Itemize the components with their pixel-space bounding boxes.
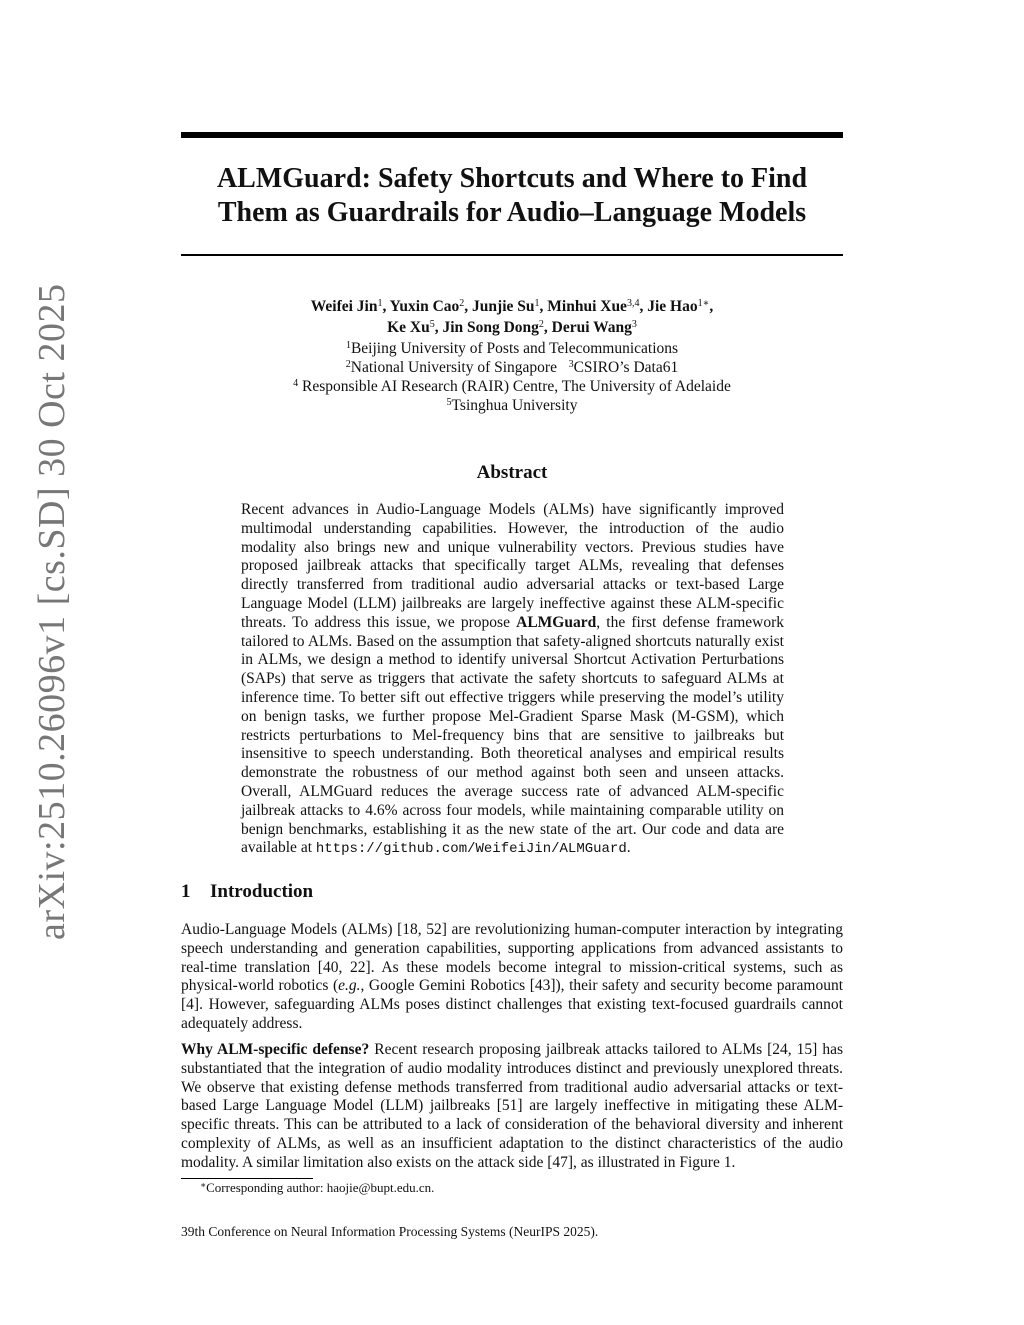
- title-top-rule: [181, 132, 843, 138]
- abstract-heading: Abstract: [476, 462, 548, 483]
- affil-name: Tsinghua University: [451, 397, 578, 414]
- affil-mark: 3: [568, 359, 574, 370]
- author-affil-mark: 1: [377, 298, 383, 309]
- section-number: 1: [181, 881, 191, 902]
- affil-mark: 4: [293, 378, 299, 389]
- affil-name: Responsible AI Research (RAIR) Centre, The University of Adelaide: [298, 378, 731, 395]
- author-sep: ,: [434, 319, 443, 336]
- author-line-2: [181, 317, 843, 338]
- author-list: [181, 296, 843, 338]
- code-link[interactable]: https://github.com/WeifeiJin/ALMGuard: [315, 841, 627, 858]
- author-affil-mark: 3,4: [626, 298, 640, 309]
- author-line-1: [181, 296, 843, 317]
- author-affil-mark: 2: [459, 298, 465, 309]
- author-affil-mark: 5: [429, 319, 435, 330]
- abstract-end: .: [626, 839, 631, 857]
- arxiv-identifier: arXiv:2510.26096v1 [cs.SD] 30 Oct 2025: [31, 283, 73, 940]
- paragraph-text: , Google Gemini Robotics [43]), their safety and security become paramount [4]. However, safeguarding ALMs poses distinct challenges that existing text-focused guardrails cannot adequately address.: [181, 977, 844, 1032]
- abstract-text: Recent advances in Audio-Language Models (ALMs) have significantly improved multimodal understanding capabilities. However, the introduction of the audio modality also brings new and unique vulnerability vectors. Previous studies have proposed jailbreak attacks that specifically target ALMs, revealing that defenses directly transferred from traditional audio adversarial attacks or text-based Large Language Model (LLM) jailbreaks are largely ineffective against these ALM-specific threats. To address this issue, we propose: [241, 501, 784, 631]
- intro-paragraph-2: [181, 1041, 843, 1173]
- affil-mark: 5: [446, 397, 452, 408]
- affil-mark: 1: [345, 340, 351, 351]
- author-affil-mark: 1∗: [697, 298, 710, 309]
- affil-name: CSIRO’s Data61: [573, 359, 679, 376]
- author-name: Junjie Su: [472, 298, 535, 315]
- author-sep: ,: [539, 298, 548, 315]
- paragraph-text: Audio-Language Models (ALMs) [18, 52] are revolutionizing human-computer interaction by integrating speech understanding and generation capabilities, supporting applications from advanced assistants to real-time translation [40, 22]. As these models become integral to mission-critical systems, such as physical-world robotics (: [181, 921, 843, 995]
- affiliation-2-3: [181, 358, 843, 377]
- author-name: Weifei Jin: [310, 298, 378, 315]
- author-sep: ,: [639, 298, 648, 315]
- author-name: Yuxin Cao: [389, 298, 460, 315]
- author-name: Ke Xu: [387, 319, 430, 336]
- abstract-text: , the first defense framework tailored to ALMs. Based on the assumption that safety-aligned shortcuts naturally exist in ALMs, we design a method to identify universal Shortcut Activation Perturbations (SAPs) that serve as triggers that activate the safety shortcuts to safeguard ALMs at inference time. To better sift out effective triggers while preserving the model’s utility on benign tasks, we further propose Mel-Gradient Sparse Mask (M-GSM), which restricts perturbations to Mel-frequency bins that are sensitive to jailbreaks but insensitive to speech understanding. Both theoretical analyses and empirical results demonstrate the robustness of our method against both seen and unseen attacks. Overall, ALMGuard reduces the average success rate of advanced ALM-specific jailbreak attacks to 4.6% across four models, while maintaining comparable utility on benign benchmarks, establishing it as the new state of the art. Our code and data are available at: [241, 613, 784, 857]
- footnote-mark: ∗: [200, 1180, 207, 1190]
- affil-name: National University of Singapore: [350, 359, 557, 376]
- paper-title: [181, 162, 843, 230]
- venue-footer: 39th Conference on Neural Information Processing Systems (NeurIPS 2025).: [181, 1224, 599, 1239]
- affil-name: Beijing University of Posts and Telecommunications: [350, 340, 679, 357]
- footnote: [200, 1180, 434, 1196]
- footnote-rule: [181, 1178, 313, 1179]
- author-affil-mark: 2: [538, 319, 544, 330]
- affiliation-list: [181, 339, 843, 415]
- paragraph-run-in-heading: Why ALM-specific defense?: [181, 1041, 370, 1058]
- author-sep: ,: [709, 298, 714, 315]
- author-name: Minhui Xue: [547, 298, 627, 315]
- author-sep: ,: [464, 298, 473, 315]
- affil-mark: 2: [345, 359, 351, 370]
- author-sep: ,: [543, 319, 552, 336]
- footnote-text: Corresponding author: haojie@bupt.edu.cn.: [206, 1180, 435, 1195]
- author-name: Derui Wang: [551, 319, 632, 336]
- affiliation-5: [181, 396, 843, 415]
- paragraph-text-italic: e.g.: [338, 977, 361, 995]
- affiliation-4: [181, 377, 843, 396]
- author-name: Jie Hao: [647, 298, 698, 315]
- section-heading-introduction: [181, 881, 313, 903]
- author-affil-mark: 3: [631, 319, 637, 330]
- title-line-1: ALMGuard: Safety Shortcuts and Where to Find: [216, 163, 808, 194]
- paragraph-text: Recent research proposing jailbreak attacks tailored to ALMs [24, 15] has substantiated that the integration of audio modality introduces distinct and previously unexplored threats. We observe that existing defense methods transferred from traditional audio adversarial attacks or text-based Large Language Model (LLM) jailbreaks [51] are largely ineffective in mitigating these ALM-specific threats. This can be attributed to a lack of consideration of the behavioral diversity and inherent complexity of ALMs, as well as an insufficient adaptation to the distinct characteristics of the audio modality. A similar limitation also exists on the attack side [47], as illustrated in Figure 1.: [181, 1041, 843, 1171]
- title-bottom-rule: [181, 254, 843, 256]
- author-name: Jin Song Dong: [442, 319, 539, 336]
- affiliation-1: [181, 339, 843, 358]
- title-line-2: Them as Guardrails for Audio–Language Models: [217, 197, 807, 228]
- section-title: Introduction: [210, 881, 314, 902]
- author-affil-mark: 1: [534, 298, 540, 309]
- abstract-body: [241, 501, 784, 859]
- method-name: ALMGuard: [516, 613, 597, 631]
- author-sep: ,: [382, 298, 390, 315]
- intro-paragraph-1: [181, 921, 843, 1034]
